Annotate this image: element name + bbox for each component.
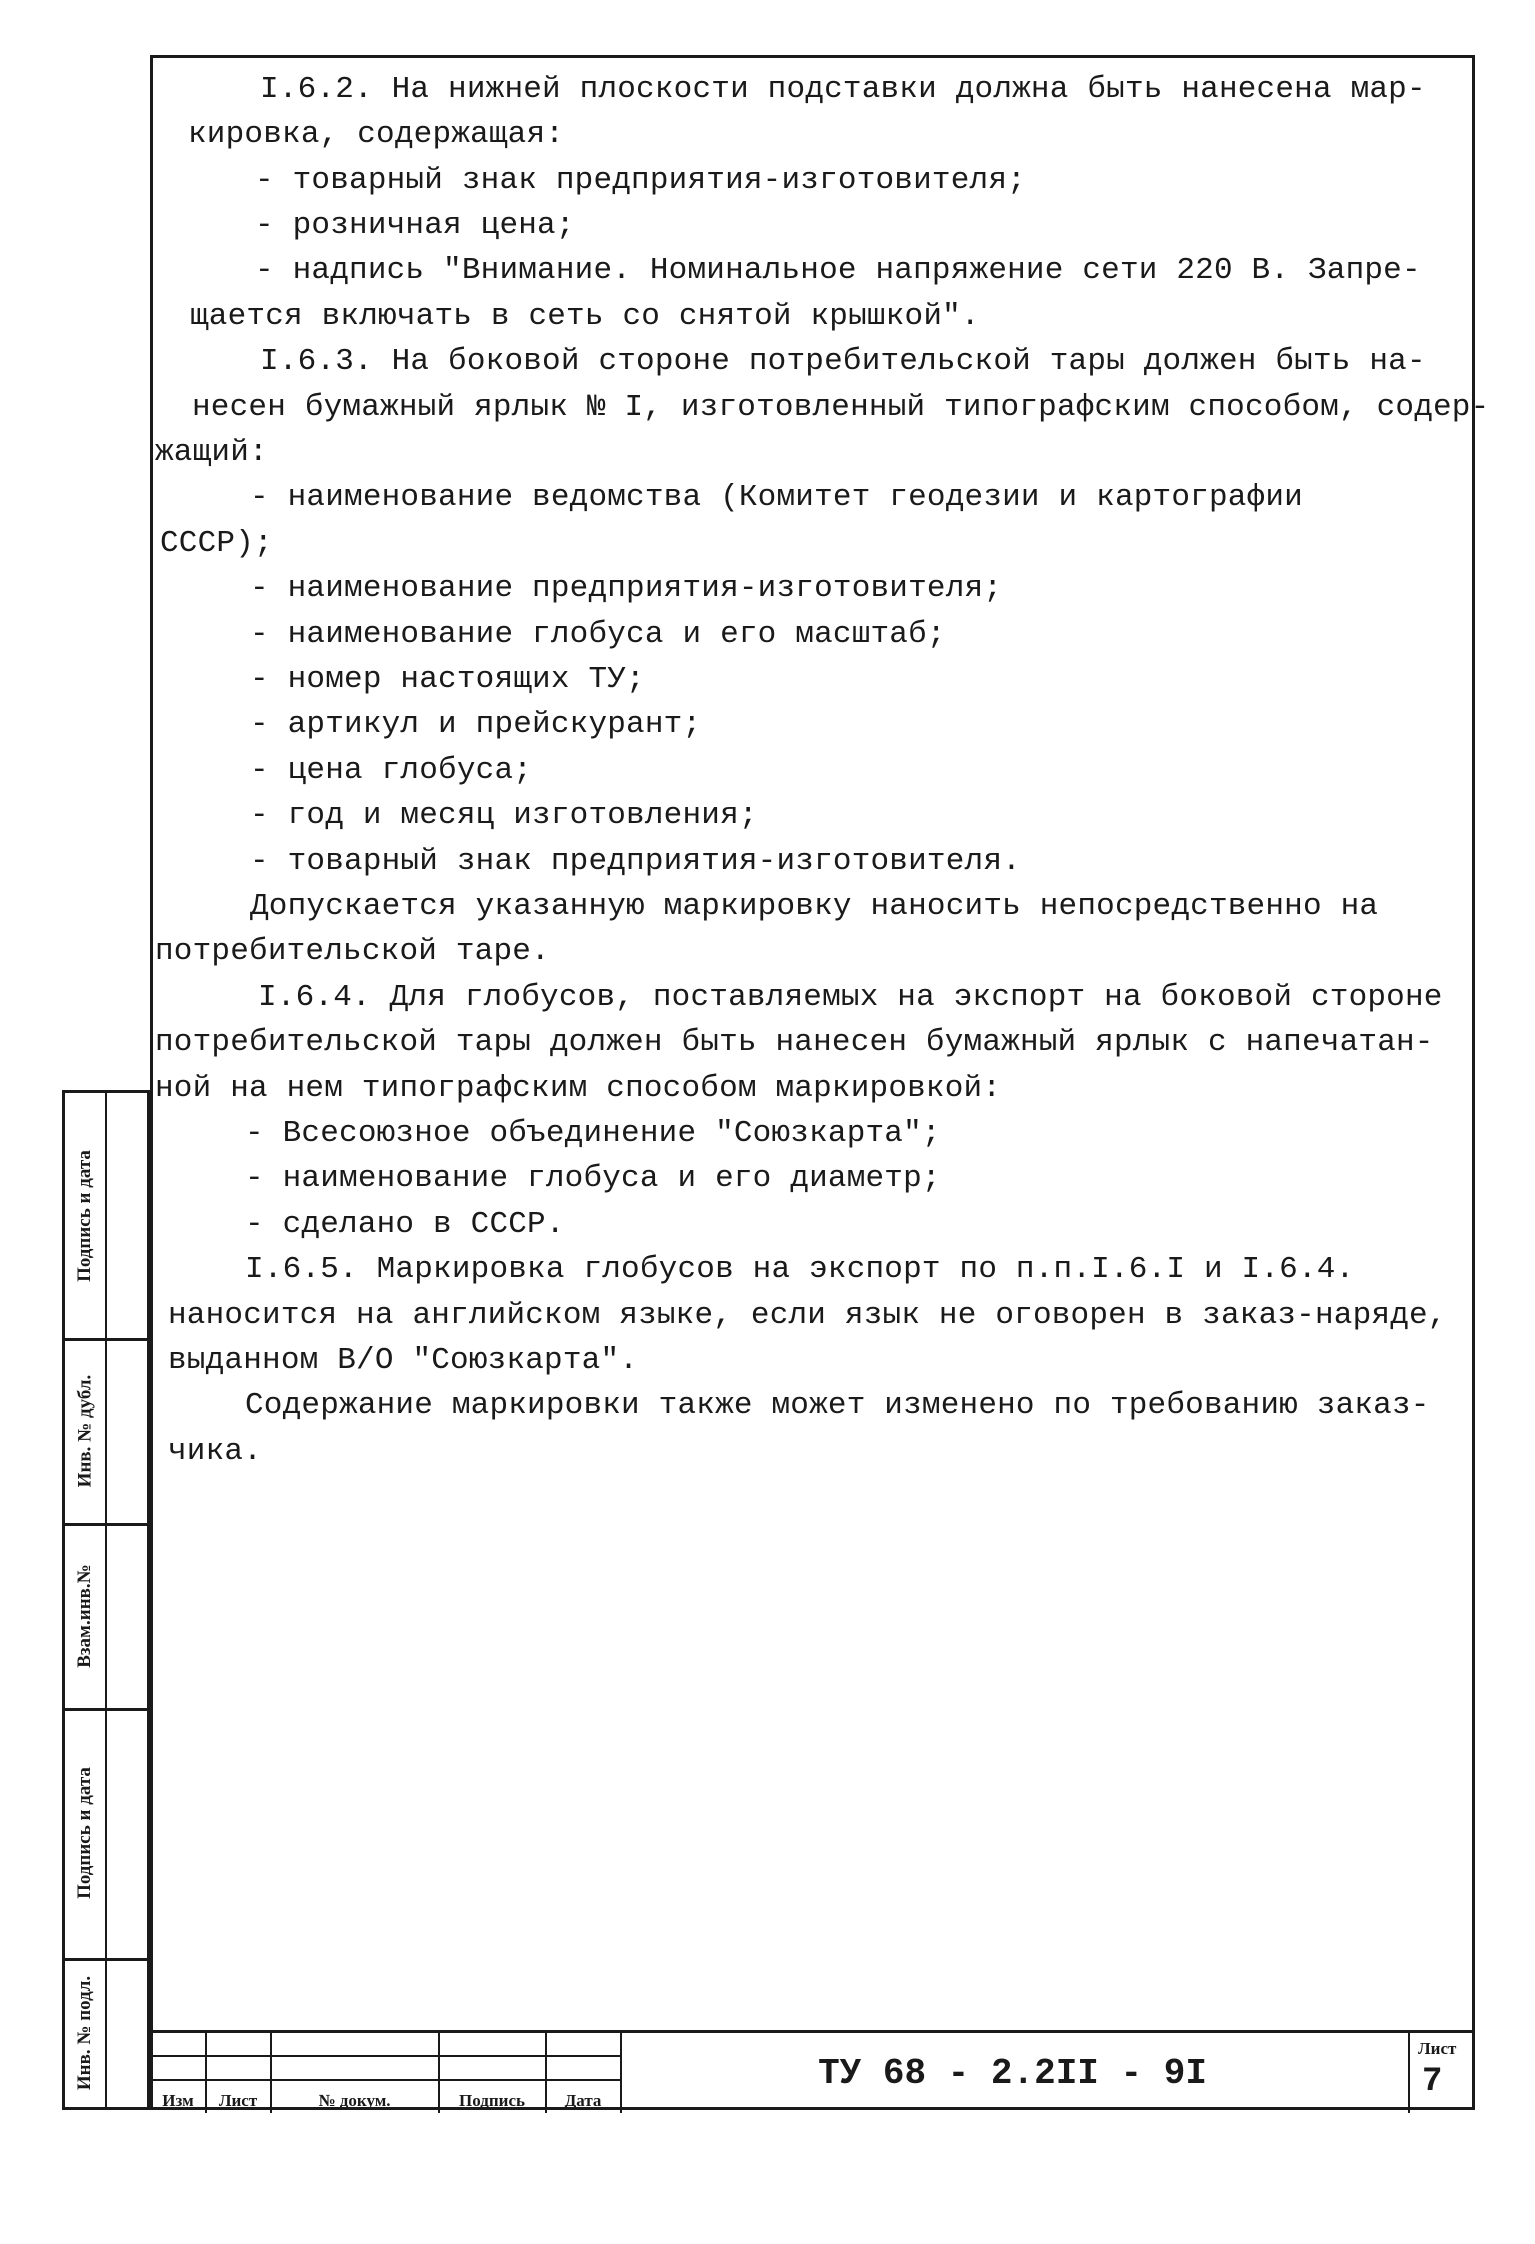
sheet-number: 7 [1422, 2063, 1443, 2101]
list-item: - артикул и прейскурант; [250, 707, 702, 742]
text-line: I.6.3. На боковой стороне потребительской тары должен быть на- [260, 344, 1426, 379]
header-date: Дата [564, 2091, 602, 2110]
sheet-label: Лист [1418, 2039, 1457, 2058]
list-item: - надпись "Внимание. Номинальное напряжение сети 220 В. Запре- [255, 253, 1421, 288]
text-line: чика. [168, 1434, 263, 1469]
text-line: наносится на английском языке, если язык не оговорен в заказ-наряде, [168, 1298, 1447, 1333]
header-doc-number: № докум. [318, 2091, 391, 2110]
strip-divider [105, 1093, 107, 2107]
header-change: Изм [162, 2091, 194, 2110]
sheet-number-box [1410, 2033, 1475, 2113]
text-line: СССР); [160, 526, 273, 561]
list-item: - наименование предприятия-изготовителя; [250, 571, 1003, 606]
text-line: I.6.2. На нижней плоскости подставки должна быть нанесена мар- [260, 72, 1426, 107]
stamp-label-duplicate-inventory: Инв. № дубл. [74, 1374, 96, 1487]
stamp-label-original-inventory: Инв. № подл. [74, 1975, 96, 2091]
stamp-label-signature-date: Подпись и дата [74, 1149, 96, 1282]
text-line: I.6.5. Маркировка глобусов на экспорт по п.п.I.6.I и I.6.4. [245, 1252, 1355, 1287]
list-item: - товарный знак предприятия-изготовителя; [255, 163, 1026, 198]
list-item: - наименование глобуса и его масштаб; [250, 617, 946, 652]
text-line: потребительской тары должен быть нанесен бумажный ярлык с напечатан- [155, 1025, 1434, 1060]
text-line: кировка, содержащая: [188, 117, 565, 152]
stamp-label-signature-date-2: Подпись и дата [74, 1767, 96, 1899]
side-stamp [62, 1090, 150, 2110]
text-line: Содержание маркировки также может изменено по требованию заказ- [245, 1388, 1430, 1423]
list-item: - сделано в СССР. [245, 1207, 565, 1242]
text-line: выданном В/О "Союзкарта". [168, 1343, 639, 1378]
stamp-label-replacement-inventory: Взам.инв.№ [74, 1563, 95, 1668]
text-line: потребительской таре. [155, 934, 550, 969]
text-line: несен бумажный ярлык № I, изготовленный типографским способом, содер- [192, 390, 1490, 425]
list-item: - товарный знак предприятия-изготовителя. [250, 844, 1021, 879]
text-line: щается включать в сеть со снятой крышкой". [190, 299, 980, 334]
text-line: жащий: [155, 435, 268, 470]
list-item: - розничная цена; [255, 208, 575, 243]
list-item: - Всесоюзное объединение "Союзкарта"; [245, 1116, 941, 1151]
list-item: - номер настоящих ТУ; [250, 662, 645, 697]
list-item: - наименование глобуса и его диаметр; [245, 1161, 941, 1196]
title-block-row-line [150, 2079, 620, 2081]
text-line: Допускается указанную маркировку наносить непосредственно на [250, 889, 1379, 924]
header-sheet: Лист [218, 2091, 258, 2110]
text-line: I.6.4. Для глобусов, поставляемых на экспорт на боковой стороне [258, 980, 1443, 1015]
header-signature: Подпись [459, 2091, 525, 2110]
title-block-row-line [150, 2055, 620, 2057]
text-line: ной на нем типографским способом маркировкой: [155, 1071, 1002, 1106]
list-item: - год и месяц изготовления; [250, 798, 758, 833]
title-block [150, 2030, 1475, 2113]
document-code: ТУ 68 - 2.2II - 9I [818, 2052, 1207, 2094]
list-item: - наименование ведомства (Комитет геодезии и картографии [250, 480, 1303, 515]
list-item: - цена глобуса; [250, 753, 533, 788]
